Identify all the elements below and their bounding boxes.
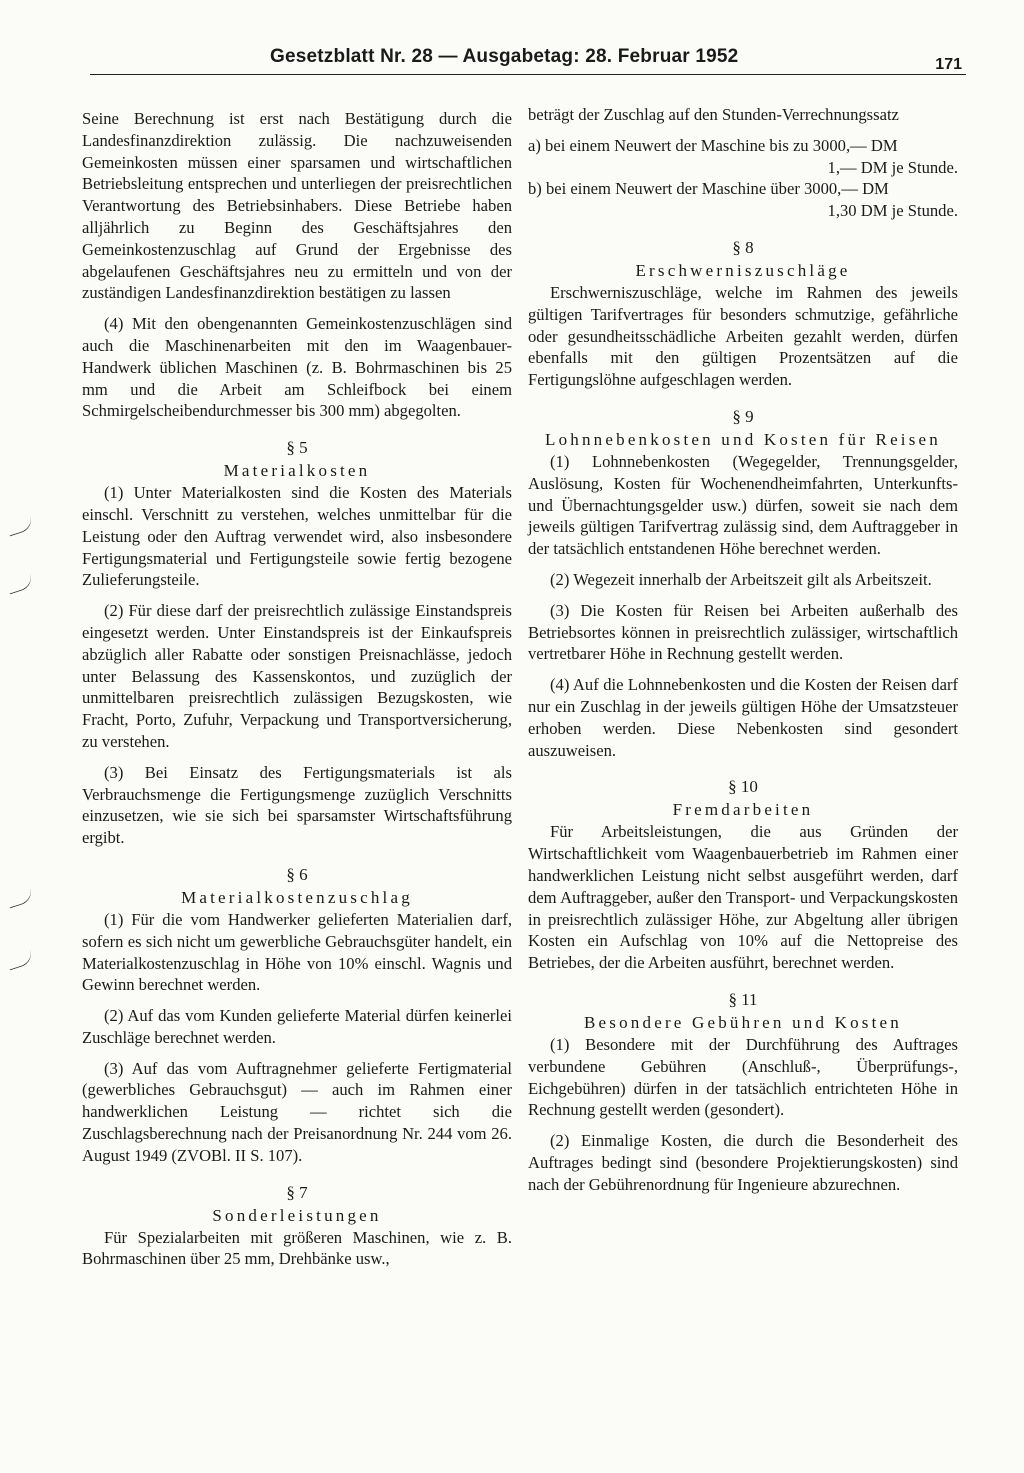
section-title: Sonderleistungen (212, 1205, 382, 1225)
margin-mark (3, 566, 34, 594)
paragraph: (1) Lohnnebenkosten (Wegegelder, Trennungsgelder, Auslösung, Kosten für Wochenendheimfahrten, Unterkunfts- und Übernachtungsgelder usw.) dürfen, soweit sie nach dem jeweils gültigen Tarifvertrag zulässig sind, dem Auftraggeber in der tatsächlich entstandenen Höhe berechnet werden. (528, 451, 958, 559)
page-header (90, 44, 966, 75)
left-column (82, 108, 512, 1270)
section-9-heading (528, 405, 958, 451)
list-item-a: a) bei einem Neuwert der Maschine bis zu 3000,— DM (528, 135, 898, 155)
section-7-heading (82, 1181, 512, 1227)
paragraph-continued: Seine Berechnung ist erst nach Bestätigung durch die Landesfinanzdirektion zulässig. Die nachzuweisenden Gemeinkosten müssen einer sparsamen und wirtschaftlichen Betriebsleitung entsprechen und unterliegen der preisrechtlichen Verantwortung des Betriebsinhabers. Diese Betriebe haben alljährlich zu Beginn des Geschäftsjahres den Gemeinkostenzuschlag auf Grund der Ergebnisse des abgelaufenen Geschäftsjahres neu zu ermitteln und von der zuständigen Landesfinanzdirektion bestätigen zu lassen (82, 109, 512, 303)
page-number: 171 (935, 56, 962, 73)
section-number: § 5 (286, 438, 308, 458)
rate-b: 1,30 DM je Stunde. (827, 201, 958, 221)
paragraph-continued: beträgt der Zuschlag auf den Stunden-Verrechnungssatz (528, 105, 899, 124)
list-item-b: b) bei einem Neuwert der Maschine über 3000,— DM (528, 179, 889, 199)
paragraph: (3) Bei Einsatz des Fertigungsmaterials ist als Verbrauchsmenge die Fertigungsmenge zuzüglich Verschnitts einzusetzen, wie sie sich bei sparsamster Wirtschaftsführung ergibt. (82, 762, 512, 848)
section-title: Fremdarbeiten (672, 800, 814, 820)
paragraph: (4) Auf die Lohnnebenkosten und die Kosten der Reisen darf nur ein Zuschlag in der jeweils gültigen Höhe der Umsatzsteuer erhoben werden. Diese Nebenkosten sind gesondert auszuweisen. (528, 675, 958, 760)
paragraph: Für Spezialarbeiten mit größeren Maschinen, wie z. B. Bohrmaschinen über 25 mm, Drehbänke usw., (82, 1227, 512, 1269)
paragraph: (1) Unter Materialkosten sind die Kosten des Materials einschl. Verschnitt zu verstehen, welches unmittelbar für die Leistung oder den Auftrag verwendet wird, also insbesondere Fertigungsmaterial und Fertigungsteile sowie fertig bezogene Zulieferungsteile. (82, 483, 512, 590)
section-number: § 8 (732, 237, 754, 257)
section-title: Materialkosten (223, 461, 371, 481)
section-11-heading (528, 988, 958, 1034)
rate-a: 1,— DM je Stunde. (827, 157, 958, 177)
paragraph: Erschwerniszuschläge, welche im Rahmen des jeweils gültigen Tarifvertrages für besonders schmutzige, gefährliche oder gesundheitsschädliche Arbeiten gezahlt werden, dürfen ebenfalls mit den gültigen Prozentsätzen auf die Fertigungslöhne aufgeschlagen werden. (528, 282, 958, 390)
paragraph: (2) Einmalige Kosten, die durch die Besonderheit des Auftrages bedingt sind (besondere Projektierungskosten) sind nach der Gebührenordnung für Ingenieure abzurechnen. (528, 1131, 958, 1194)
section-10-heading (528, 775, 958, 821)
section-title: Besondere Gebühren und Kosten (584, 1012, 902, 1032)
paragraph: (2) Für diese darf der preisrechtlich zulässige Einstandspreis eingesetzt werden. Unter Einstandspreis ist der Einkaufspreis abzüglich aller Rabatte oder sonstigen Preisnachlässe, jedoch unter Belassung des Kassenskontos, und zuzüglich der unmittelbaren preisrechtlich zulässigen Bezugskosten, wie Fracht, Porto, Zufuhr, Verpackung und Transportversicherung, zu verstehen. (82, 601, 512, 751)
section-number: § 9 (732, 406, 754, 426)
section-title: Materialkostenzuschlag (181, 887, 413, 907)
section-title: Erschwerniszuschläge (635, 260, 851, 280)
paragraph: (3) Die Kosten für Reisen bei Arbeiten außerhalb des Betriebsortes können in preisrechtlich zulässiger, wirtschaftlich vertretbarer Höhe in Rechnung gestellt werden. (528, 600, 958, 664)
section-number: § 10 (728, 777, 758, 797)
section-title: Lohnnebenkosten und Kosten für Reisen (544, 429, 941, 449)
right-column (528, 104, 958, 1195)
paragraph: (1) Besondere mit der Durchführung des Auftrages verbundene Gebühren (Anschluß-, Überprüfungs-, Eichgebühren) dürfen in der tatsächlich entrichteten Höhe in Rechnung gestellt werden (gesondert). (528, 1034, 958, 1120)
paragraph: (2) Auf das vom Kunden gelieferte Material dürfen keinerlei Zuschläge berechnet werden. (82, 1006, 512, 1047)
margin-mark (3, 880, 34, 908)
section-5-heading (82, 436, 512, 482)
section-number: § 6 (286, 864, 308, 884)
paragraph: (3) Auf das vom Auftragnehmer gelieferte Fertigmaterial (gewerbliches Gebrauchsgut) — auch im Rahmen einer handwerklichen Leistung — richtet sich die Zuschlagsberechnung nach der Preisanordnung Nr. 244 vom 26. August 1949 (ZVOBl. II S. 107). (82, 1058, 512, 1165)
paragraph: (1) Für die vom Handwerker gelieferten Materialien darf, sofern es sich nicht um gewerbliche Gebrauchsgüter handelt, ein Materialkostenzuschlag in Höhe von 10% einschl. Wagnis und Gewinn berechnet werden. (82, 909, 512, 995)
margin-mark (3, 942, 34, 970)
section-number: § 7 (286, 1182, 308, 1202)
paragraph: (2) Wegezeit innerhalb der Arbeitszeit gilt als Arbeitszeit. (550, 569, 932, 589)
paragraph: Für Arbeitsleistungen, die aus Gründen der Wirtschaftlichkeit vom Waagenbauerbetrieb im Rahmen einer handwerklichen Leistung nicht selbst ausgeführt werden, darf dem Auftraggeber, außer den Transport- und Verpackungskosten in preisrechtlich zulässiger Höhe, zur Abgeltung aller übrigen Kosten ein Aufschlag von 10% auf die Nettopreise des Betriebes, der die Arbeiten ausführt, berechnet werden. (528, 822, 958, 973)
section-number: § 11 (728, 989, 758, 1009)
gazette-title: Gesetzblatt Nr. 28 — Ausgabetag: 28. Februar 1952 (270, 46, 739, 67)
margin-mark (3, 508, 34, 536)
section-6-heading (82, 863, 512, 909)
paragraph-4: (4) Mit den obengenannten Gemeinkostenzuschlägen sind auch die Maschinenarbeiten mit den im Waagenbauer-Handwerk üblichen Maschinen (z. B. Bohrmaschinen bis 25 mm und die Arbeit am Schleifbock bei einem Schmirgelscheibendurchmesser bis 300 mm) abgegolten. (82, 314, 512, 421)
section-8-heading (528, 236, 958, 282)
